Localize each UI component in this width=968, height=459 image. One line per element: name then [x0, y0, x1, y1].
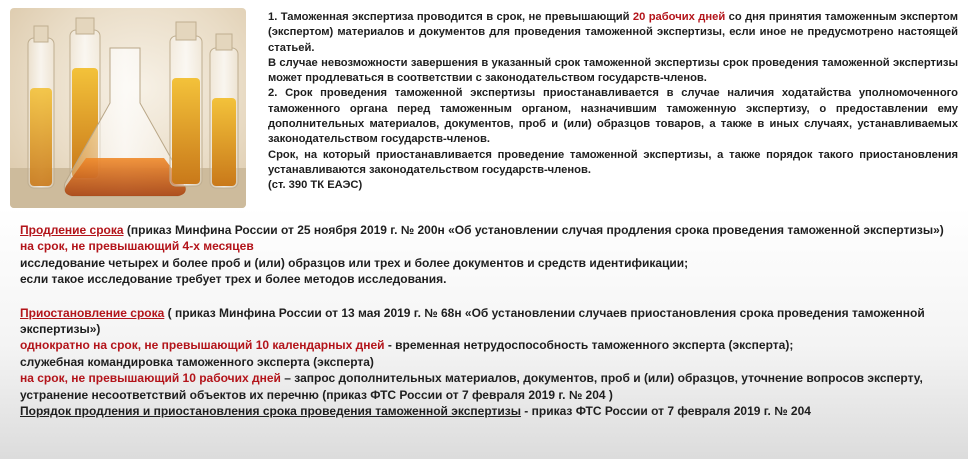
paragraph-2: В случае невозможности завершения в указанный срок таможенной экспертизы срок проведения таможенной экспертизы может продлеваться в соответствии с законодательством государств-членов.	[268, 56, 958, 85]
extension-term: на срок, не превышающий 4-х месяцев	[20, 239, 254, 254]
extension-line-2: если такое исследование требует трех и более методов исследования.	[20, 272, 447, 287]
extension-line-1: исследование четырех и более проб и (или) образцов или трех и более документов и средств идентификации;	[20, 255, 689, 270]
article-text	[268, 10, 958, 194]
paragraph-3: 2. Срок проведения таможенной экспертизы приостанавливается в случае наличия ходатайства уполномоченного таможенного органа перед таможенным органом, назначившим таможенную экспертизу, о предоставлении ему дополнительных материалов, документов, проб и (или) образцов товаров, а также в иных случаях, устанавливаемых законодательством государств-членов.	[268, 87, 958, 146]
term-20-days: 20 рабочих дней	[632, 11, 726, 23]
paragraph-1: 1. Таможенная экспертиза проводится в срок, не превышающий 20 рабочих дней со дня принятия таможенным экспертом (экспертом) материалов и документов для проведения таможенной экспертизы, если иное не предусмотрено настоящей статьей.	[268, 11, 958, 54]
lab-glassware-photo	[10, 8, 246, 208]
suspension-term-2: на срок, не превышающий 10 рабочих дней	[20, 371, 281, 386]
suspension-case-2: служебная командировка таможенного эксперта (эксперта)	[20, 354, 374, 369]
extension-heading: Продление срока	[20, 223, 124, 237]
suspension-case-1: однократно на срок, не превышающий 10 календарных дней - временная нетрудоспособность таможенного эксперта (эксперта);	[20, 338, 794, 353]
suspension-heading: Приостановление срока	[20, 305, 165, 320]
procedure-line: Порядок продления и приостановления срока проведения таможенной экспертизы - приказ ФТС России от 7 февраля 2019 г. № 204	[20, 404, 811, 419]
article-reference: (ст. 390 ТК ЕАЭС)	[268, 179, 363, 192]
suspension-case-3: на срок, не превышающий 10 рабочих дней – запрос дополнительных материалов, документов, проб и (или) образцов, уточнение вопросов эксперту, устранение несоответствий объектов их перечню (приказ ФТС России от 7 февраля 2019 г. № 204 )	[20, 371, 923, 402]
rules-section	[20, 222, 955, 419]
procedure-heading: Порядок продления и приостановления срока проведения таможенной экспертизы	[20, 404, 521, 419]
suspension-term-1: однократно на срок, не превышающий 10 календарных дней	[20, 338, 385, 353]
extension-header: Продление срока (приказ Минфина России от 25 ноября 2019 г. № 200н «Об установлении случая продления срока проведения таможенной экспертизы») на срок, не превышающий 4-х месяцев	[20, 223, 944, 254]
paragraph-4: Срок, на который приостанавливается проведение таможенной экспертизы, а также порядок такого приостановления устанавливаются законодательством государств-членов.	[268, 148, 958, 176]
suspension-header: Приостановление срока ( приказ Минфина России от 13 мая 2019 г. № 68н «Об установлении случаев приостановления срока проведения таможенной экспертизы»)	[20, 305, 925, 337]
